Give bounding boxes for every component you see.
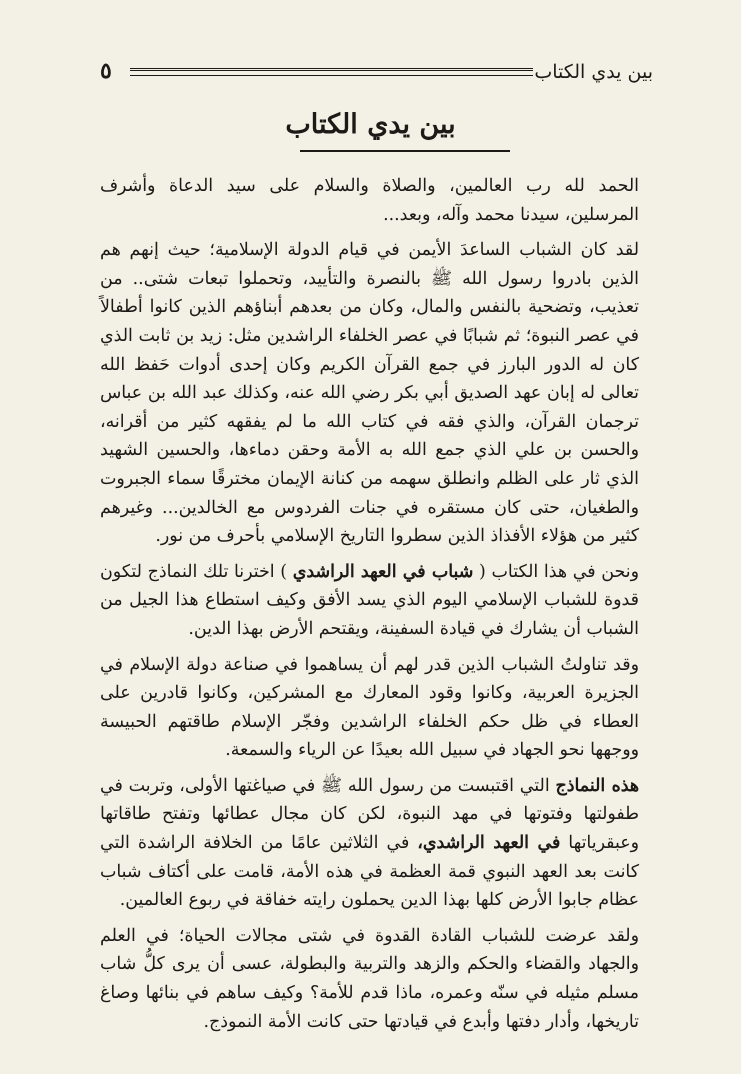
bold-text: شباب في العهد الراشدي [292, 561, 474, 582]
chapter-title: بين يدي الكتاب [285, 109, 456, 140]
paragraph [100, 236, 639, 551]
text-run: ) اخترنا تلك النماذج لتكون قدوة للشباب الإسلامي اليوم الذي يسد الأفق وكيف استطاع هذا الجيل من الشباب أن يشارك في قيادة السفينة، ويقتحم الأرض بهذا الدين. [100, 561, 639, 639]
title-underline [300, 150, 510, 152]
running-head: بين يدي الكتاب [534, 61, 653, 83]
bold-text: هذه النماذج [555, 775, 640, 796]
header-rule [130, 68, 533, 73]
text-run: وقد تناولتُ الشباب الذين قدر لهم أن يساهموا في صناعة دولة الإسلام في الجزيرة العربية، وكانوا وقود المعارك مع المشركين، وكانوا قادرين على العطاء في ظل حكم الخلفاء الراشدين وفجّر الإسلام طاقتهم الحبيسة ووجهها نحو الجهاد في سبيل الله بعيدًا عن الرياء والسمعة. [100, 654, 639, 761]
text-run: ونحن في هذا الكتاب ( [473, 561, 639, 582]
paragraph [100, 772, 639, 915]
title-block [0, 108, 741, 142]
header-rule-thin [130, 75, 533, 76]
text-run: في الثلاثين عامًا من الخلافة الراشدة التي كانت بعد العهد النبوي قمة العظمة في هذه الأمة، قامت على أكتاف شباب عظام جابوا الأرض كلها بهذا الدين يحملون رايته خفاقة في ربوع العالمين. [100, 833, 639, 911]
bold-text: في العهد الراشدي، [417, 833, 561, 854]
text-run: لقد كان الشباب الساعدَ الأيمن في قيام الدولة الإسلامية؛ حيث إنهم هم الذين بادروا رسول الله ﷺ بالنصرة والتأييد، وتحملوا تبعات شتى.. من تعذيب، وتضحية بالنفس والمال، وكان من بعدهم أبناؤهم الذين كانوا أطفالاً في عصر النبوة؛ ثم شبابًا في عصر الخلفاء الراشدين مثل: زيد بن ثابت الذي كان له الدور البارز في جمع القرآن الكريم وكان إحدى أدوات حَفظ الله تعالى له إبان عهد الصديق أبي بكر رضي الله عنه، وكذلك عبد الله بن عباس ترجمان القرآن، والذي فقه في كتاب الله ما لم يفقهه كثير من أقرانه، والحسن بن علي الذي جمع الله به الأمة وحقن دماءها، والحسين الشهيد الذي ثار على الظلم وانطلق سهمه من كنانة الإيمان مخترقًا سماء الجبروت والطغيان، حتى كان مستقره في جنات الفردوس مع الخالدين... وغيرهم كثير من هؤلاء الأفذاذ الذين سطروا التاريخ الإسلامي بأحرف من نور. [100, 240, 639, 547]
body-text [100, 172, 639, 1043]
text-run: التي اقتبست من رسول الله ﷺ في صياغتها الأولى، وتربت في طفولتها وفتوتها في مهد النبوة، لكن كان مجال عطائها وتفتح طاقاتها وعبقرياتها [100, 775, 639, 854]
paragraph [100, 651, 639, 765]
paragraph [100, 922, 639, 1036]
text-run: الحمد لله رب العالمين، والصلاة والسلام على سيد الدعاة وأشرف المرسلين، سيدنا محمد وآله، وبعد... [100, 176, 639, 225]
text-run: ولقد عرضت للشباب القادة القدوة في شتى مجالات الحياة؛ في العلم والجهاد والقضاء والحكم والزهد والتربية والبطولة، عسى أن يرى كلُّ شاب مسلم مثيله في سنّه وعمره، ماذا قدم للأمة؟ وكيف ساهم في بنائها وصاغ تاريخها، وأدار دفتها وأبدع في قيادتها حتى كانت الأمة النموذج. [100, 925, 639, 1032]
page-number: ٥ [100, 58, 112, 84]
paragraph [100, 172, 639, 229]
paragraph [100, 558, 639, 644]
page-header [100, 58, 653, 88]
